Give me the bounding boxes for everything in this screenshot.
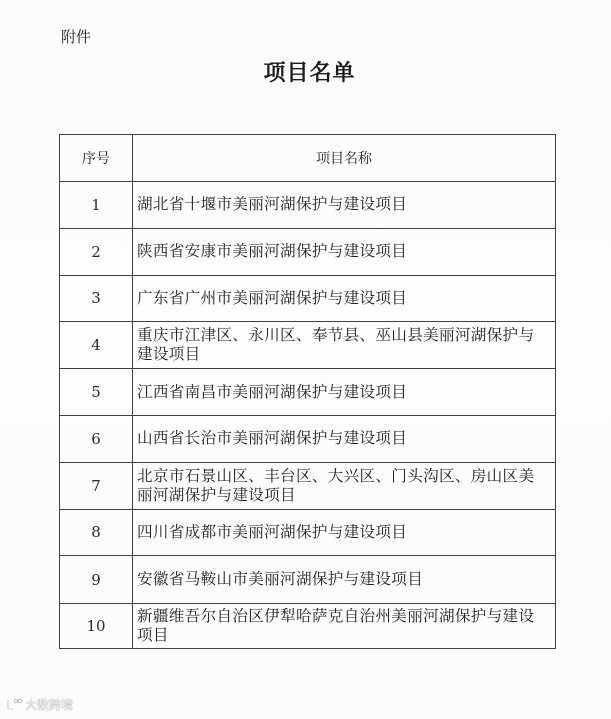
table-row (60, 509, 556, 556)
row-project-name: 江西省南昌市美丽河湖保护与建设项目 (133, 369, 556, 416)
row-project-name: 广东省广州市美丽河湖保护与建设项目 (133, 275, 556, 322)
row-index: 7 (60, 462, 133, 509)
table-row (60, 369, 556, 416)
table-row (60, 604, 556, 649)
table-row (60, 228, 556, 275)
project-list-table (59, 134, 556, 649)
watermark-text: 大数跨境 (25, 698, 74, 712)
row-project-name: 山西省长治市美丽河湖保护与建设项目 (133, 415, 556, 462)
row-project-name: 安徽省马鞍山市美丽河湖保护与建设项目 (133, 556, 556, 604)
page-title: 项目名单 (263, 60, 356, 86)
row-index: 1 (60, 182, 133, 229)
row-project-name: 湖北省十堰市美丽河湖保护与建设项目 (133, 182, 556, 229)
row-index: 4 (60, 322, 133, 369)
row-index: 9 (60, 556, 133, 604)
column-header-index: 序号 (60, 135, 133, 182)
table-header-row (60, 135, 556, 182)
column-header-name: 项目名称 (133, 135, 556, 182)
table-row (60, 556, 556, 604)
row-index: 10 (60, 604, 133, 649)
table-row (60, 322, 556, 369)
row-project-name: 重庆市江津区、永川区、奉节县、巫山县美丽河湖保护与建设项目 (133, 322, 556, 369)
row-project-name: 北京市石景山区、丰台区、大兴区、门头沟区、房山区美丽河湖保护与建设项目 (133, 462, 556, 509)
brand-logo-icon (6, 698, 22, 711)
table-row (60, 462, 556, 509)
table-row (60, 415, 556, 462)
row-index: 5 (60, 369, 133, 416)
watermark (6, 696, 73, 713)
row-project-name: 陕西省安康市美丽河湖保护与建设项目 (133, 228, 556, 275)
row-project-name: 四川省成都市美丽河湖保护与建设项目 (133, 509, 556, 556)
row-project-name: 新疆维吾尔自治区伊犁哈萨克自治州美丽河湖保护与建设项目 (133, 604, 556, 649)
table-row (60, 182, 556, 229)
row-index: 3 (60, 275, 133, 322)
row-index: 8 (60, 509, 133, 556)
attachment-label: 附件 (61, 28, 92, 46)
row-index: 6 (60, 415, 133, 462)
table-row (60, 275, 556, 322)
row-index: 2 (60, 228, 133, 275)
